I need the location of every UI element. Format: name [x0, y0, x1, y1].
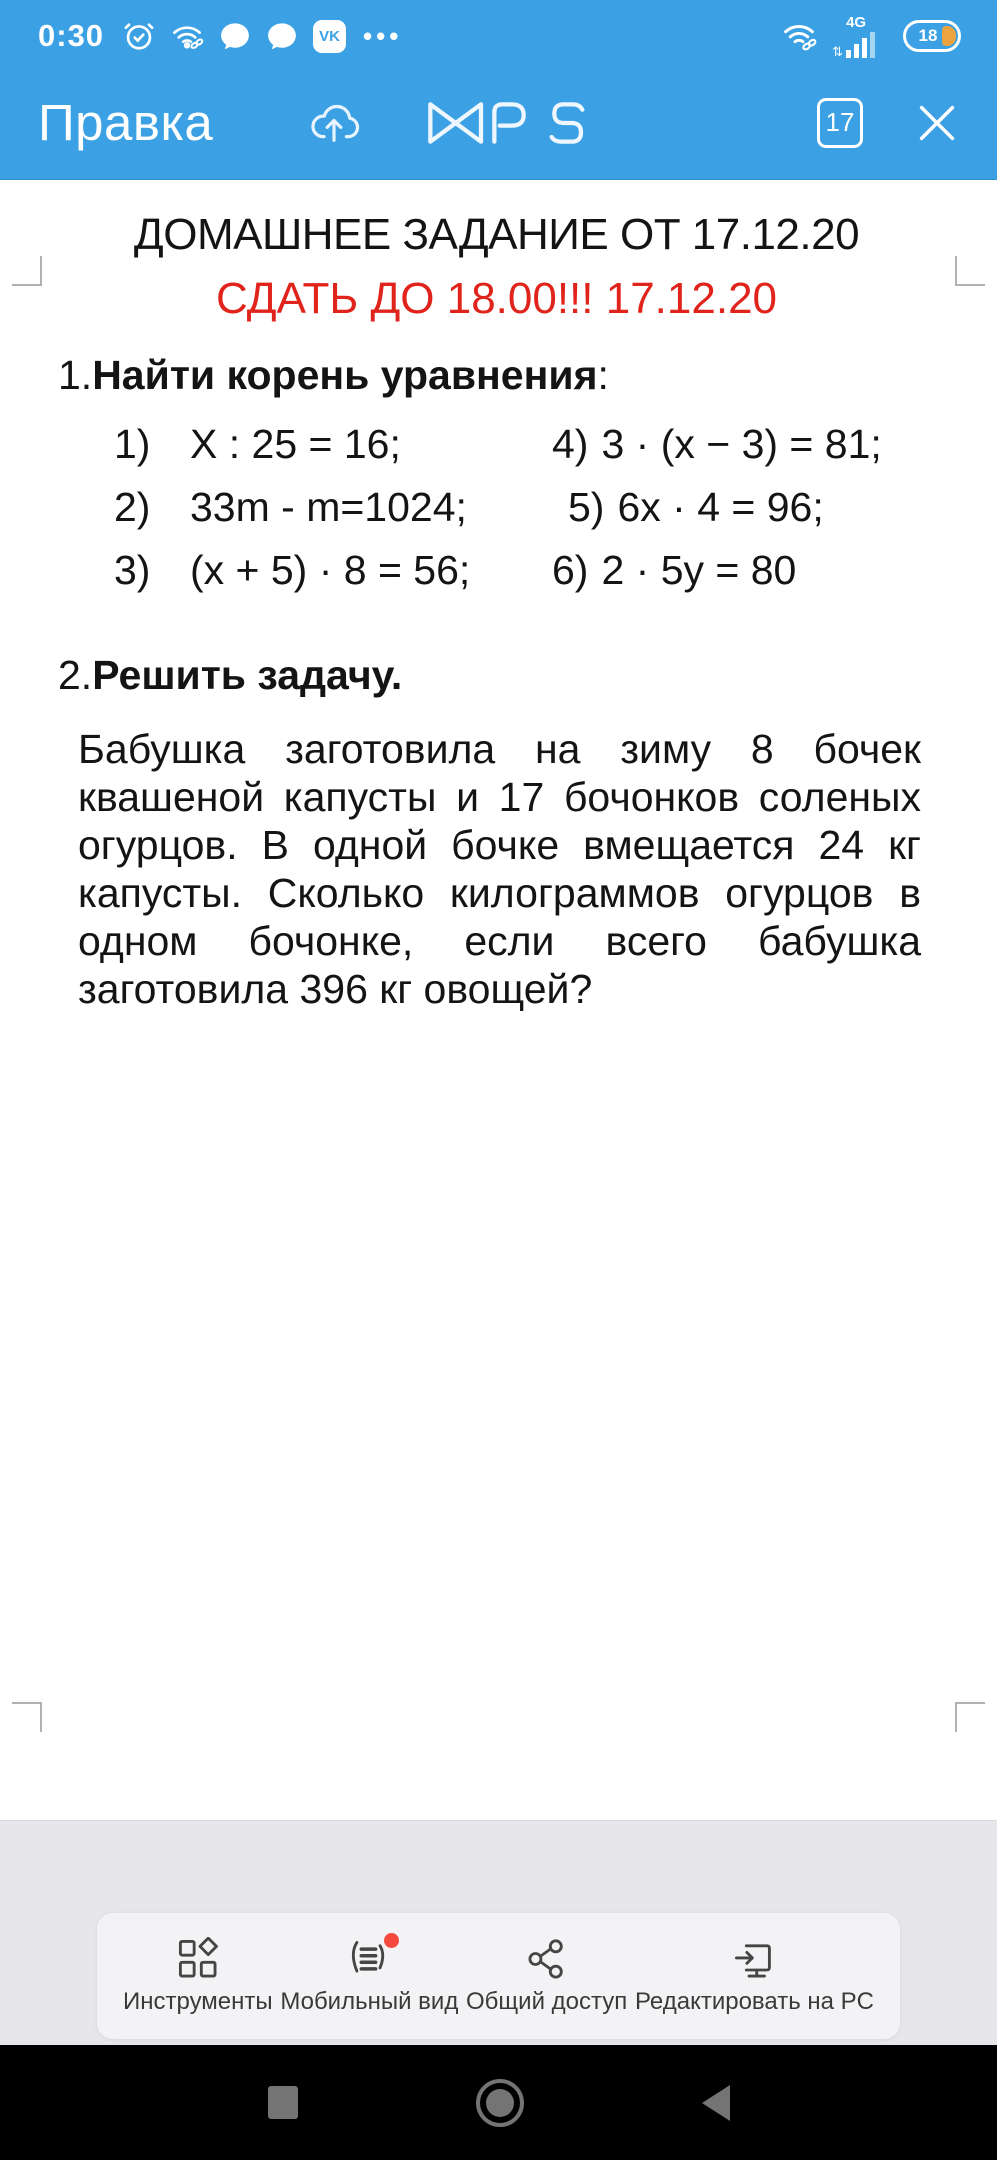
- status-bar: [0, 0, 997, 66]
- data-arrows-icon: ⇅: [832, 43, 843, 59]
- page-margin-mark: [955, 1702, 985, 1732]
- vk-icon: VK: [313, 20, 346, 53]
- page-margin-mark: [955, 256, 985, 286]
- page-margin-mark: [12, 256, 42, 286]
- wps-logo: [425, 95, 593, 151]
- notification-badge: [384, 1933, 399, 1948]
- wifi-hotspot-icon: [170, 20, 204, 52]
- equation-row: 1) X : 25 = 16; 4) 3 · (x − 3) = 81;: [114, 421, 882, 467]
- battery-percent: 18: [918, 26, 938, 45]
- tools-button[interactable]: Инструменты: [123, 1937, 273, 2016]
- clock-time: 0:30: [38, 18, 105, 53]
- document-page[interactable]: [0, 180, 997, 1820]
- wps-app-bar: [0, 66, 997, 180]
- chat-bubble-icon: [219, 20, 251, 52]
- network-type-label: 4G: [846, 13, 867, 31]
- page-count-button[interactable]: [817, 98, 863, 148]
- task1-heading: 1.Найти корень уравнения:: [58, 352, 609, 398]
- deadline-warning: СДАТЬ ДО 18.00!!! 17.12.20: [215, 274, 778, 323]
- homework-title: ДОМАШНЕЕ ЗАДАНИЕ ОТ 17.12.20: [133, 210, 860, 259]
- mobile-view-icon: [347, 1937, 391, 1981]
- android-nav-bar: [0, 2045, 997, 2160]
- chat-bubble-icon: [266, 20, 298, 52]
- equation: (x + 5) · 8 = 56;: [190, 547, 471, 593]
- equation: 2 · 5y = 80: [601, 547, 797, 593]
- edit-on-pc-icon: [732, 1937, 776, 1981]
- page-margin-mark: [12, 1702, 42, 1732]
- alarm-icon: [123, 20, 155, 52]
- cloud-upload-icon[interactable]: [305, 97, 363, 149]
- back-icon[interactable]: [702, 2085, 730, 2121]
- share-button[interactable]: Общий доступ: [466, 1937, 627, 2016]
- task2-heading: 2.Решить задачу.: [58, 652, 403, 698]
- home-icon[interactable]: [476, 2079, 524, 2127]
- equation: 33m - m=1024;: [190, 484, 467, 530]
- bottom-toolbar: [97, 1913, 900, 2039]
- equation-row: 3) (x + 5) · 8 = 56; 6) 2 · 5y = 80: [114, 547, 797, 593]
- wifi-link-icon: [781, 19, 817, 53]
- battery-icon: [903, 20, 961, 52]
- more-notifications-icon: •••: [363, 20, 403, 51]
- edit-on-pc-button[interactable]: Редактировать на PC: [635, 1937, 874, 2016]
- equation-list: [114, 421, 921, 594]
- equation-row: 2) 33m - m=1024; 5) 6x · 4 = 96;: [114, 484, 824, 530]
- close-icon[interactable]: [915, 101, 959, 145]
- word-problem-text: Бабушка заготовила на зиму 8 бочек квашеной капусты и 17 бочонков соленых огурцов. В одной бочке вмещается 24 кг капусты. Сколько килограммов огурцов в одном бочонке, если всего бабушка заготовила 396 кг овощей?: [78, 726, 921, 1012]
- edit-mode-button[interactable]: Правка: [38, 94, 214, 151]
- share-nodes-icon: [525, 1937, 569, 1981]
- battery-fill: [942, 26, 956, 46]
- page-count-value: 17: [825, 107, 855, 137]
- equation: 6x · 4 = 96;: [617, 484, 824, 530]
- equation: 3 · (x − 3) = 81;: [601, 421, 882, 467]
- recents-icon[interactable]: [268, 2086, 298, 2119]
- equation: X : 25 = 16;: [190, 421, 401, 467]
- signal-strength-icon: [832, 15, 878, 58]
- bottom-panel: [0, 1820, 997, 2045]
- mobile-view-button[interactable]: Мобильный вид: [280, 1937, 458, 2016]
- tools-grid-icon: [176, 1937, 220, 1981]
- document-content: [0, 180, 997, 1013]
